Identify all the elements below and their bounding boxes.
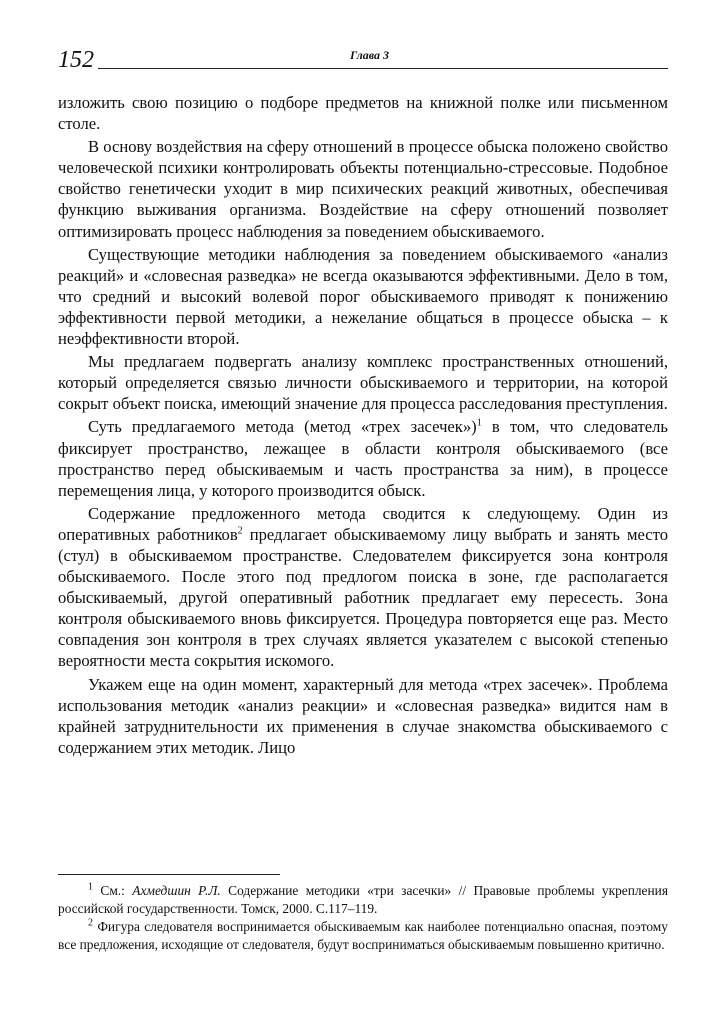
running-header <box>58 46 668 76</box>
footnote-text: Содержание методики «три засечки» // Правовые проблемы укрепления российской государственности. Томск, 2000. С.117–119. <box>58 883 668 916</box>
paragraph-text: в том, что следователь фиксирует пространство, лежащее в области контроля обыскиваемого (все пространство перед обыскиваемым и часть пространства за ним), в процессе перемещения лица, у которого производится обыск. <box>58 417 668 500</box>
footnote-text: Фигура следователя воспринимается обыскиваемым как наиболее потенциально опасная, поэтому все предложения, исходящие от следователя, будут восприниматься обыскиваемым повышенно критично. <box>58 919 668 952</box>
footnote-divider <box>58 874 280 875</box>
footnote-mark: 2 <box>88 917 93 929</box>
footnote-prefix: См.: <box>93 883 133 898</box>
paragraph: изложить свою позицию о подборе предметов на книжной полке или письменном столе. <box>58 93 668 134</box>
footnote-author: Ахмедшин Р.Л. <box>132 883 221 898</box>
main-text <box>58 92 668 758</box>
footnote-ref-2[interactable]: 2 <box>237 525 243 537</box>
footnote-ref-1[interactable]: 1 <box>476 417 482 429</box>
footnotes <box>58 882 668 954</box>
footnote-2 <box>58 918 668 954</box>
footnote-1 <box>58 882 668 918</box>
header-rule <box>98 68 668 69</box>
page-number: 152 <box>58 47 94 73</box>
paragraph-text: Суть предлагаемого метода (метод «трех засечек») <box>88 417 477 437</box>
paragraph: Существующие методики наблюдения за поведением обыскиваемого «анализ реакций» и «словесная разведка» не всегда оказываются эффективными. Дело в том, что средний и высокий волевой порог обыскиваемого приводят к понижению эффективности первой методики, а нежелание общаться в процессе обыска – к неэффективности второй. <box>58 244 668 349</box>
chapter-title: Глава 3 <box>350 48 390 62</box>
paragraph: Мы предлагаем подвергать анализу комплекс пространственных отношений, который определяется связью личности обыскиваемого и территории, на которой сокрыт объект поиска, имеющий значение для процесса расследования преступления. <box>58 352 668 414</box>
footnote-mark: 1 <box>88 881 93 893</box>
paragraph-text: Содержание предложенного метода сводится к следующему. Один из оперативных работников <box>58 503 668 544</box>
paragraph-text: предлагает обыскиваемому лицу выбрать и занять место (стул) в обыскиваемом пространстве. Следователем фиксируется зона контроля обыскиваемого. После этого под предлогом поиска в зоне, где располагается обыскиваемый, другой оперативный работник предлагает ему пересесть. Зона контроля обыскиваемого вновь фиксируется. Процедура повторяется еще раз. Место совпадения зон контроля в трех случаях является указателем с высокой степенью вероятности места сокрытия искомого. <box>58 524 668 671</box>
paragraph <box>58 503 668 672</box>
paragraph <box>58 416 668 500</box>
paragraph: Укажем еще на один момент, характерный для метода «трех засечек». Проблема использования методик «анализ реакции» и «словесная разведка» видится нам в крайней затруднительности их применения в случае знакомства обыскиваемого с содержанием этих методик. Лицо <box>58 674 668 757</box>
paragraph: В основу воздействия на сферу отношений в процессе обыска положено свойство человеческой психики контролировать объекты потенциально-стрессовые. Подобное свойство генетически уходит в мир психических реакций животных, обеспечивая функцию выживания организма. Воздействие на сферу отношений позволяет оптимизировать процесс наблюдения за поведением обыскиваемого. <box>58 137 668 241</box>
